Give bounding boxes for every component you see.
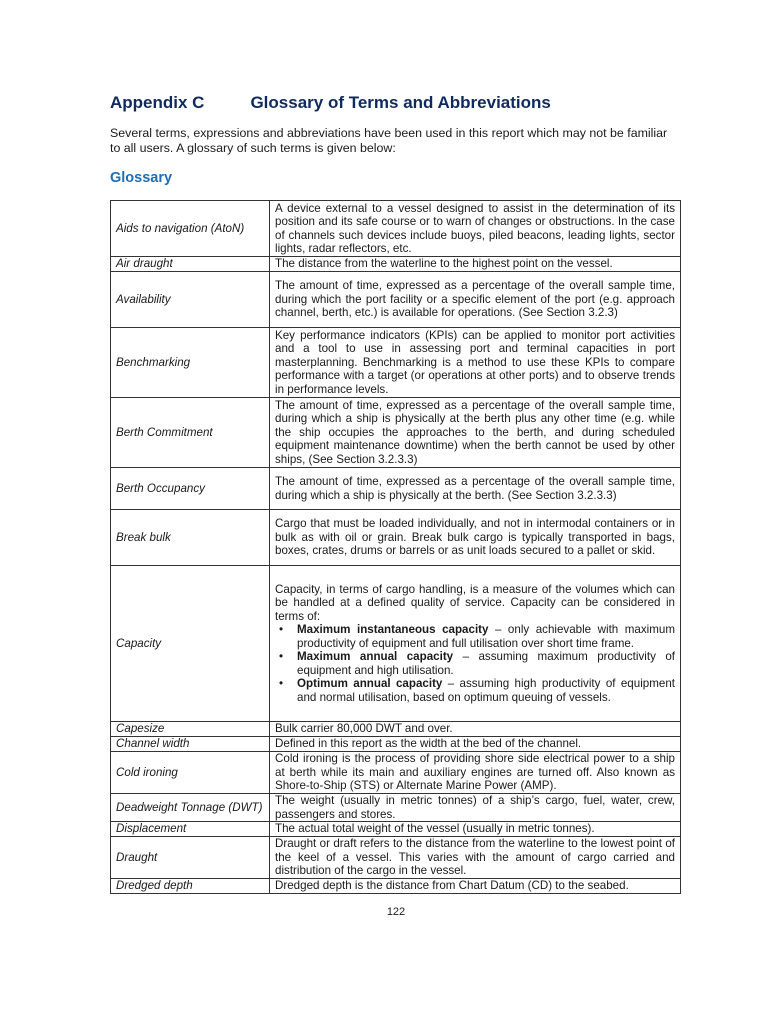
table-row — [111, 794, 681, 822]
definition-cell — [270, 566, 681, 722]
definition-cell: Dredged depth is the distance from Chart Datum (CD) to the seabed. — [270, 879, 681, 894]
definition-cell: Key performance indicators (KPIs) can be applied to monitor port activities and a tool to use in assessing port and terminal capacities in port masterplanning. Benchmarking is a method to use these KPIs to compare performance with a target (or operations at other ports) and to observe trends in performance levels. — [270, 328, 681, 398]
term-cell: Deadweight Tonnage (DWT) — [111, 794, 270, 822]
table-row — [111, 328, 681, 398]
table-row — [111, 398, 681, 468]
capacity-intro: Capacity, in terms of cargo handling, is a measure of the volumes which can be handled at a defined quality of service. Capacity can be considered in terms of: — [275, 582, 675, 623]
definition-cell: Defined in this report as the width at the bed of the channel. — [270, 737, 681, 752]
capacity-item-title: Maximum annual capacity — [297, 650, 454, 664]
definition-cell: The amount of time, expressed as a percentage of the overall sample time, during which a ship is physically at the berth. (See Section 3.2.3.3) — [270, 468, 681, 510]
term-cell: Break bulk — [111, 510, 270, 566]
table-row — [111, 468, 681, 510]
glossary-table — [110, 200, 681, 894]
table-row — [111, 822, 681, 837]
table-row — [111, 566, 681, 722]
table-row — [111, 752, 681, 794]
definition-cell: The actual total weight of the vessel (usually in metric tonnes). — [270, 822, 681, 837]
term-cell: Channel width — [111, 737, 270, 752]
definition-cell: Cold ironing is the process of providing shore side electrical power to a ship at berth while its main and auxiliary engines are turned off. Also known as Shore-to-Ship (STS) or Alternate Marine Power (AMP). — [270, 752, 681, 794]
page-title — [110, 93, 551, 113]
table-row — [111, 201, 681, 257]
term-cell: Draught — [111, 837, 270, 879]
term-cell: Capesize — [111, 722, 270, 737]
appendix-label: Appendix C — [110, 93, 205, 112]
definition-cell: A device external to a vessel designed to assist in the determination of its position and its safe course or to warn of changes or obstructions. In the case of channels such devices include buoys, piled beacons, leading lights, sector lights, radar reflectors, etc. — [270, 201, 681, 257]
term-cell: Cold ironing — [111, 752, 270, 794]
appendix-title: Glossary of Terms and Abbreviations — [250, 93, 551, 112]
term-cell: Aids to navigation (AtoN) — [111, 201, 270, 257]
definition-cell: The distance from the waterline to the highest point on the vessel. — [270, 257, 681, 272]
capacity-item-text: – assuming maximum productivity of equipment and high utilisation. — [297, 650, 675, 677]
capacity-item-title: Maximum instantaneous capacity — [297, 623, 489, 637]
list-item — [297, 650, 675, 677]
list-item — [297, 677, 675, 704]
table-row — [111, 510, 681, 566]
capacity-item-title: Optimum annual capacity — [297, 677, 443, 691]
definition-cell: The amount of time, expressed as a percentage of the overall sample time, during which a ship is physically at the berth plus any other time (e.g. while the ship occupies the approaches to the berth, and during scheduled equipment maintenance downtime) when the berth cannot be used by other ships, (See Section 3.2.3.3) — [270, 398, 681, 468]
page-number: 122 — [386, 906, 406, 918]
table-row — [111, 737, 681, 752]
capacity-list — [275, 623, 675, 704]
table-row — [111, 272, 681, 328]
term-cell: Benchmarking — [111, 328, 270, 398]
table-row — [111, 879, 681, 894]
table-row — [111, 257, 681, 272]
section-title: Glossary — [110, 170, 173, 186]
definition-cell: The weight (usually in metric tonnes) of a ship’s cargo, fuel, water, crew, passengers and stores. — [270, 794, 681, 822]
term-cell: Capacity — [111, 566, 270, 722]
definition-cell: Draught or draft refers to the distance from the waterline to the lowest point of the keel of a vessel. This varies with the amount of cargo carried and distribution of the cargo in the vessel. — [270, 837, 681, 879]
capacity-item-text: – assuming high productivity of equipment and normal utilisation, based on optimum queuing of vessels. — [297, 677, 675, 704]
term-cell: Berth Commitment — [111, 398, 270, 468]
definition-cell: The amount of time, expressed as a percentage of the overall sample time, during which the port facility or a specific element of the port (e.g. approach channel, berth, etc.) is available for operations. (See Section 3.2.3) — [270, 272, 681, 328]
term-cell: Berth Occupancy — [111, 468, 270, 510]
list-item — [297, 623, 675, 650]
term-cell: Air draught — [111, 257, 270, 272]
capacity-item-text: – only achievable with maximum productivity of equipment and full utilisation over short time frame. — [297, 623, 675, 650]
definition-cell: Cargo that must be loaded individually, and not in intermodal containers or in bulk as with oil or grain. Break bulk cargo is typically transported in bags, boxes, crates, drums or barrels or as unit loads secured to a pallet or skid. — [270, 510, 681, 566]
term-cell: Availability — [111, 272, 270, 328]
table-row — [111, 722, 681, 737]
intro-paragraph: Several terms, expressions and abbreviations have been used in this report which may not be familiar to all users. A glossary of such terms is given below: — [110, 126, 668, 155]
definition-cell: Bulk carrier 80,000 DWT and over. — [270, 722, 681, 737]
term-cell: Displacement — [111, 822, 270, 837]
table-row — [111, 837, 681, 879]
term-cell: Dredged depth — [111, 879, 270, 894]
